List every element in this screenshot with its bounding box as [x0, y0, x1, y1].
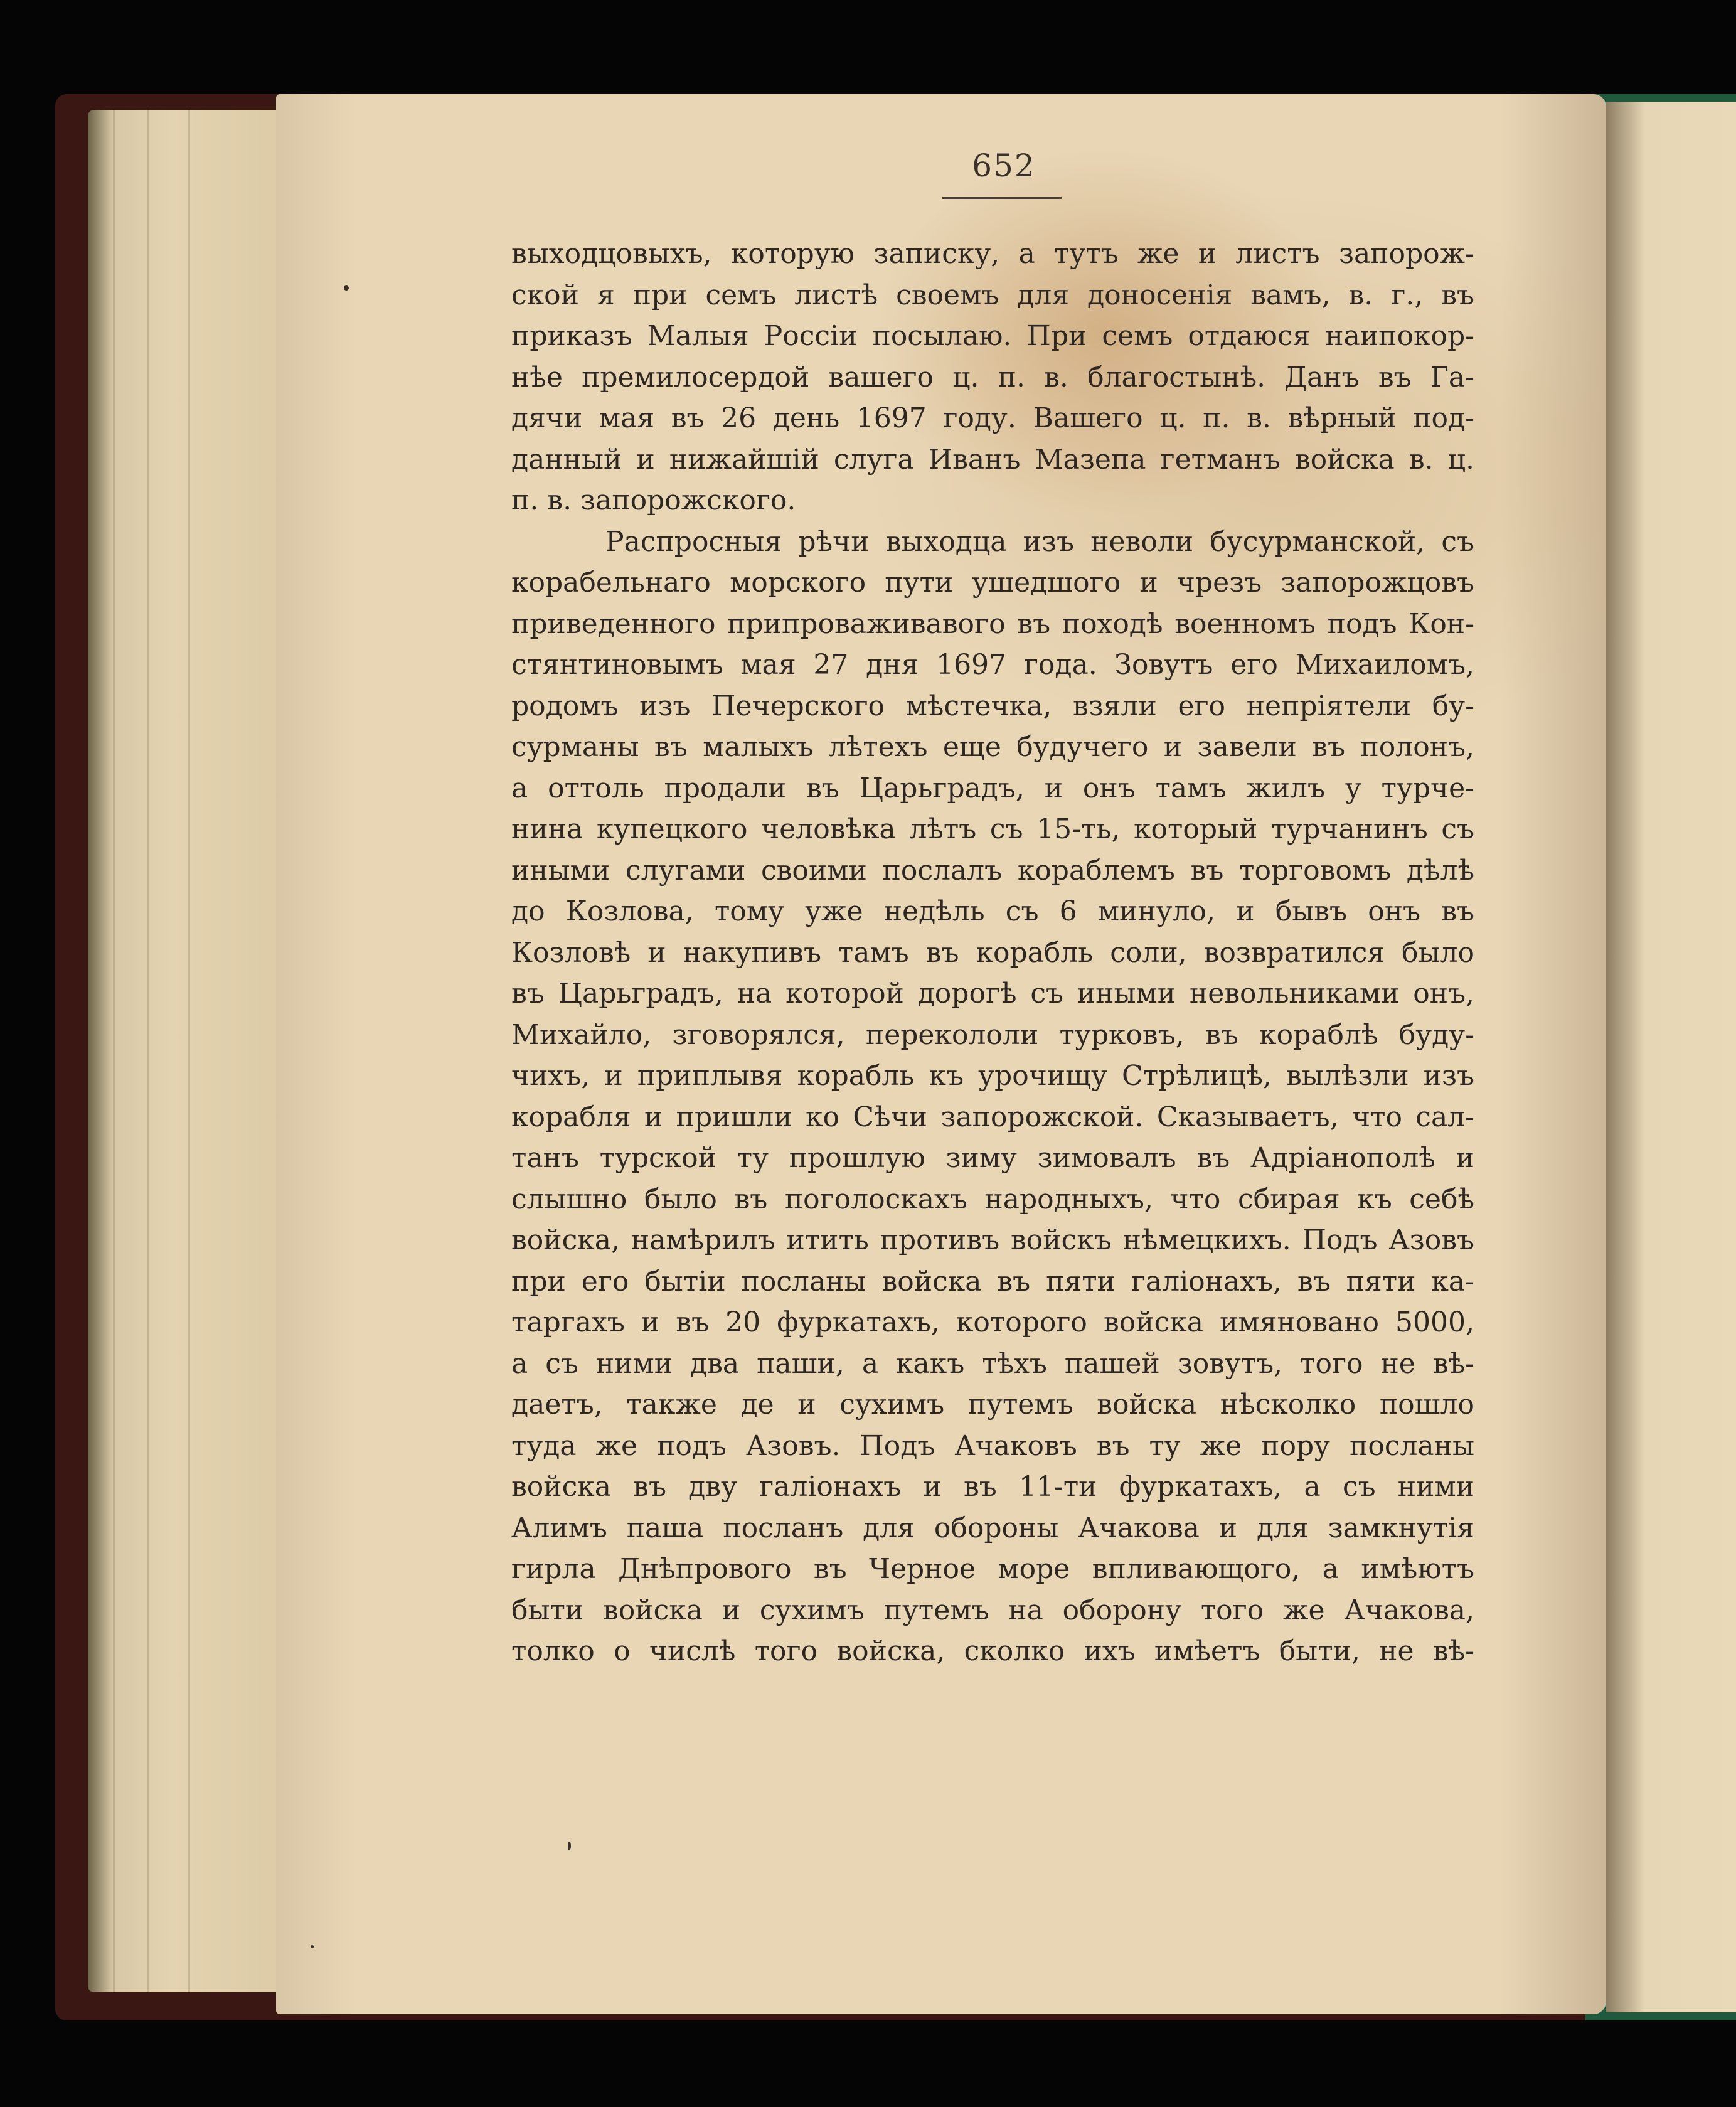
text-line: приведенного припроваживавого въ походѣ военномъ подъ Кон-: [511, 607, 1474, 640]
text-line: при его бытіи посланы войска въ пяти галіонахъ, въ пяти ка-: [511, 1265, 1474, 1298]
text-line: туда же подъ Азовъ. Подъ Ачаковъ въ ту же пору посланы: [511, 1429, 1474, 1462]
text-line: Распросныя рѣчи выходца изъ неволи бусурманской, съ: [605, 525, 1474, 558]
left-page-stack: [88, 110, 295, 1992]
text-line: слышно было въ поголоскахъ народныхъ, что сбирая къ себѣ: [511, 1183, 1474, 1215]
text-line: приказъ Малыя Россіи посылаю. При семъ отдаюся наипокор-: [511, 320, 1474, 352]
text-line: Михайло, зговорялся, перекололи турковъ, въ кораблѣ буду-: [511, 1018, 1474, 1051]
text-line: нина купецкого человѣка лѣтъ съ 15-ть, который турчанинъ съ: [511, 813, 1474, 845]
ink-speck: [344, 285, 349, 291]
text-line: стянтиновымъ мая 27 дня 1697 года. Зовутъ его Михаиломъ,: [511, 649, 1474, 681]
text-line: сурманы въ малыхъ лѣтехъ еще будучего и завели въ полонъ,: [511, 731, 1474, 763]
text-line: нѣе премилосердой вашего ц. п. в. благостынѣ. Данъ въ Га-: [511, 361, 1474, 393]
text-line: данный и нижайшій слуга Иванъ Мазепа гетманъ войска в. ц.: [511, 443, 1474, 476]
text-line: быти войска и сухимъ путемъ на оборону того же Ачакова,: [511, 1594, 1474, 1626]
text-line: выходцовыхъ, которую записку, а тутъ же и листъ запорож-: [511, 238, 1474, 270]
paragraph: [511, 521, 1474, 1672]
text-line: а оттоль продали въ Царьградъ, и онъ тамъ жилъ у турче-: [511, 772, 1474, 804]
text-line: гирла Днѣпрового въ Черное море впливающого, а имѣютъ: [511, 1553, 1474, 1585]
page-number: 652: [972, 147, 1036, 184]
text-line: въ Царьградъ, на которой дорогѣ съ иными невольниками онъ,: [511, 978, 1474, 1010]
text-line: чихъ, и приплывя корабль къ урочищу Стрѣлицѣ, вылѣзли изъ: [511, 1060, 1474, 1092]
text-line: корабельнаго морского пути ушедшого и чрезъ запорожцовъ: [511, 567, 1474, 599]
text-line: иными слугами своими послалъ кораблемъ въ торговомъ дѣлѣ: [511, 854, 1474, 887]
text-line: а съ ними два паши, а какъ тѣхъ пашей зовутъ, того не вѣ-: [511, 1347, 1474, 1380]
page-text: [511, 233, 1474, 1672]
text-line: ской я при семъ листѣ своемъ для доносенія вамъ, в. г., въ: [511, 279, 1474, 311]
text-line: Козловѣ и накупивъ тамъ въ корабль соли, возвратился было: [511, 936, 1474, 969]
text-line: Алимъ паша посланъ для обороны Ачакова и для замкнутія: [511, 1512, 1474, 1544]
text-line: родомъ изъ Печерского мѣстечка, взяли его непріятели бу-: [511, 690, 1474, 722]
text-line: войска, намѣрилъ итить противъ войскъ нѣмецкихъ. Подъ Азовъ: [511, 1224, 1474, 1256]
text-line: таргахъ и въ 20 фуркатахъ, которого войска имяновано 5000,: [511, 1306, 1474, 1338]
ink-speck: [311, 1945, 314, 1948]
text-line: п. в. запорожского.: [511, 484, 796, 516]
text-line: толко о числѣ того войска, сколко ихъ имѣетъ быти, не вѣ-: [511, 1635, 1474, 1667]
text-line: корабля и пришли ко Сѣчи запорожской. Сказываетъ, что сал-: [511, 1101, 1474, 1133]
text-line: войска въ дву галіонахъ и въ 11-ти фуркатахъ, а съ ними: [511, 1471, 1474, 1503]
right-page-edge: [1606, 102, 1736, 2012]
text-line: дячи мая въ 26 день 1697 году. Вашего ц. п. в. вѣрный под-: [511, 402, 1474, 434]
paragraph: [511, 233, 1474, 521]
text-line: танъ турской ту прошлую зиму зимовалъ въ Адріанополѣ и: [511, 1142, 1474, 1174]
ink-speck: [568, 1842, 571, 1850]
page-number-rule: [942, 197, 1062, 199]
text-line: до Козлова, тому уже недѣль съ 6 минуло, и бывъ онъ въ: [511, 895, 1474, 927]
text-line: даетъ, также де и сухимъ путемъ войска нѣсколко пошло: [511, 1389, 1474, 1421]
